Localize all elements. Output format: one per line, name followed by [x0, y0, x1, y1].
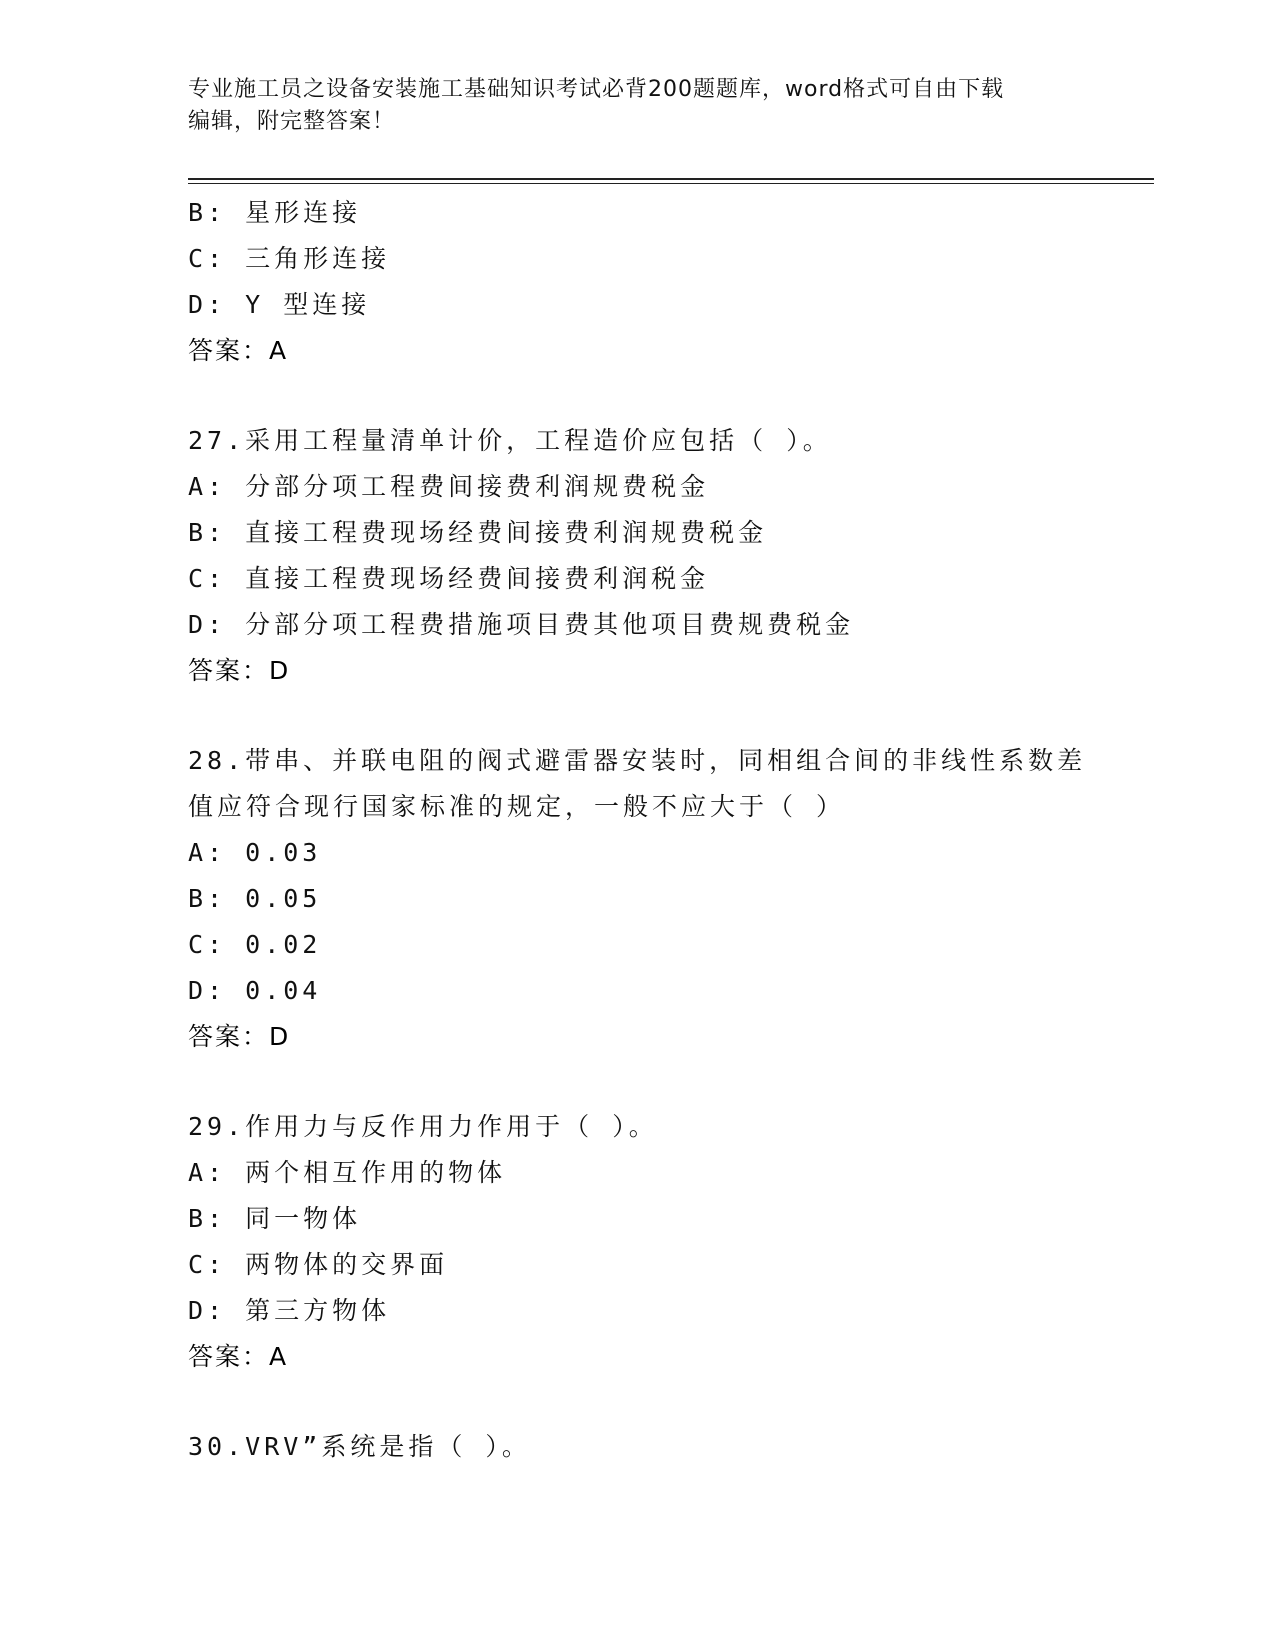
header-line-1: 专业施工员之设备安装施工基础知识考试必背200题题库，word格式可自由下载 — [188, 77, 1005, 102]
question-stem: 29.作用力与反作用力作用于（ ）。 — [188, 1112, 658, 1141]
option-c: C: 直接工程费现场经费间接费利润税金 — [188, 564, 710, 593]
option-d: D: Y 型连接 — [188, 290, 371, 319]
option-b: B: 星形连接 — [188, 198, 362, 227]
option-c: C: 两物体的交界面 — [188, 1250, 449, 1279]
answer-label: 答案：A — [188, 336, 289, 365]
question-stem-line-1: 28.带串、并联电阻的阀式避雷器安装时，同相组合间的非线性系数差 — [188, 746, 1087, 775]
question-list — [188, 190, 1088, 1470]
option-b: B: 0.05 — [188, 884, 322, 913]
option-a: A: 两个相互作用的物体 — [188, 1158, 507, 1187]
header-line-2: 编辑，附完整答案！ — [188, 109, 396, 134]
option-b: B: 直接工程费现场经费间接费利润规费税金 — [188, 518, 768, 547]
question-26-partial — [188, 190, 1088, 374]
answer-label: 答案：D — [188, 656, 291, 685]
option-d: D: 第三方物体 — [188, 1296, 391, 1325]
option-c: C: 0.02 — [188, 930, 322, 959]
question-27 — [188, 418, 1088, 694]
option-b: B: 同一物体 — [188, 1204, 362, 1233]
option-a: A: 分部分项工程费间接费利润规费税金 — [188, 472, 710, 501]
answer-label: 答案：A — [188, 1342, 289, 1371]
question-30 — [188, 1424, 1088, 1470]
header-divider-thin — [188, 183, 1154, 184]
option-d: D: 0.04 — [188, 976, 322, 1005]
question-stem: 30.VRV”系统是指（ ）。 — [188, 1432, 531, 1461]
header-divider — [188, 178, 1154, 180]
option-d: D: 分部分项工程费措施项目费其他项目费规费税金 — [188, 610, 855, 639]
document-header — [188, 74, 1068, 138]
option-a: A: 0.03 — [188, 838, 322, 867]
option-c: C: 三角形连接 — [188, 244, 391, 273]
question-29 — [188, 1104, 1088, 1380]
answer-label: 答案：D — [188, 1022, 291, 1051]
question-stem: 27.采用工程量清单计价，工程造价应包括（ ）。 — [188, 426, 832, 455]
question-28 — [188, 738, 1088, 1060]
question-stem-line-2: 值应符合现行国家标准的规定，一般不应大于（ ） — [188, 792, 846, 821]
